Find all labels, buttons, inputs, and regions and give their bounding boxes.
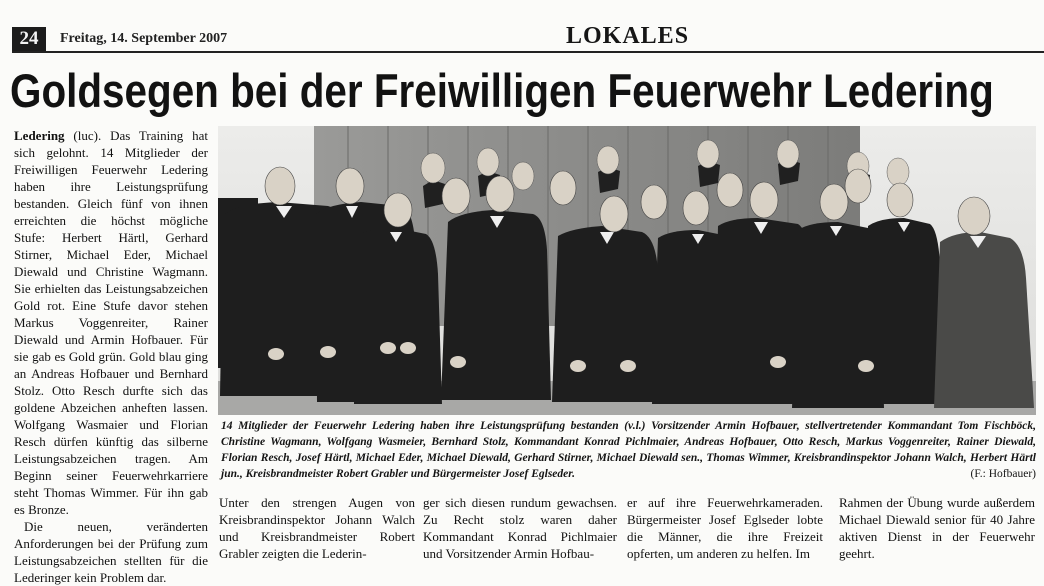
page-number: 24 [12, 27, 46, 51]
headline: Goldsegen bei der Freiwilligen Feuerwehr Ledering [10, 64, 994, 117]
dateline: Ledering [14, 128, 65, 143]
article-lead-column [14, 127, 208, 586]
article-column-1: Unter den strengen Augen von Kreisbrandinspektor Johann Walch und Kreisbrandmeister Robert Grabler zeigten die Lederin- [219, 495, 415, 561]
group-photo [218, 126, 1036, 415]
page-header [6, 22, 1038, 52]
second-paragraph: Die neuen, veränderten Anforderungen bei der Prüfung zum Leistungsabzeichen stellten für die Lederinger kein Problem dar. [14, 519, 208, 585]
lead-text: (luc). Das Training hat sich gelohnt. 14 Mitglieder der Freiwilligen Feuerwehr Ledering haben ihre Leistungsprüfung bestanden. Gleich fünf von ihnen erreichten die höchst mögliche Stufe: Herbert Härtl, Gerhard Stirner, Michael Eder, Michael Diewald und Christine Wagmann. Sie erhielten das Leistungsabzeichen Gold rot. Eine Stufe davor stehen Markus Voggenreiter, Rainer Diewald und Armin Hofbauer. Für sie gab es Gold grün. Gold blau ging an Andreas Hofbauer und Bernhard Stolz. Otto Resch durfte sich das goldene Abzeichen anheften lassen. Wolfgang Wasmaier und Florian Resch dürfen künftig das silberne Leistungsabzeichen tragen. Am Beginn seiner Feuerwehrkarriere steht Thomas Wimmer. Für ihn gab es Bronze. [14, 128, 208, 517]
article-column-3: er auf ihre Feuerwehrkameraden. Bürgermeister Josef Eglseder lobte die Männer, die ihre Freizeit opferten, um anderen zu helfen. Im [627, 495, 823, 561]
section-title: LOKALES [566, 23, 690, 49]
article-column-2: ger sich diesen rundum gewachsen. Zu Recht stolz waren daher Kommandant Konrad Pichlmaier und Vorsitzender Armin Hofbau- [423, 495, 617, 561]
issue-date: Freitag, 14. September 2007 [60, 31, 228, 46]
lead-paragraph [14, 127, 208, 518]
group-photo-illustration [218, 126, 1036, 415]
photo-caption [221, 418, 1036, 482]
article-column-4: Rahmen der Übung wurde außerdem Michael Diewald senior für 40 Jahre aktiven Dienst in der Feuerwehr geehrt. [839, 495, 1035, 561]
caption-text: 14 Mitglieder der Feuerwehr Ledering haben ihre Leistungsprüfung bestanden (v.l.) Vorsitzender Armin Hofbauer, stellvertretender Kommandant Tom Fischböck, Christine Wagmann, Wolfgang Wasmeier, Bernhard Stolz, Kommandant Konrad Pichlmaier, Andreas Hofbauer, Otto Resch, Markus Voggenreiter, Rainer Diewald, Florian Resch, Josef Härtl, Michael Eder, Michael Diewald, Gerhard Stirner, Michael Diewald sen., Thomas Wimmer, Kreisbrandinspektor Johann Walch, Herbert Härtl jun., Kreisbrandmeister Robert Grabler und Bürgermeister Josef Eglseder. [221, 420, 1036, 480]
header-rule [12, 51, 1044, 53]
photo-credit: (F.: Hofbauer) [970, 468, 1036, 480]
